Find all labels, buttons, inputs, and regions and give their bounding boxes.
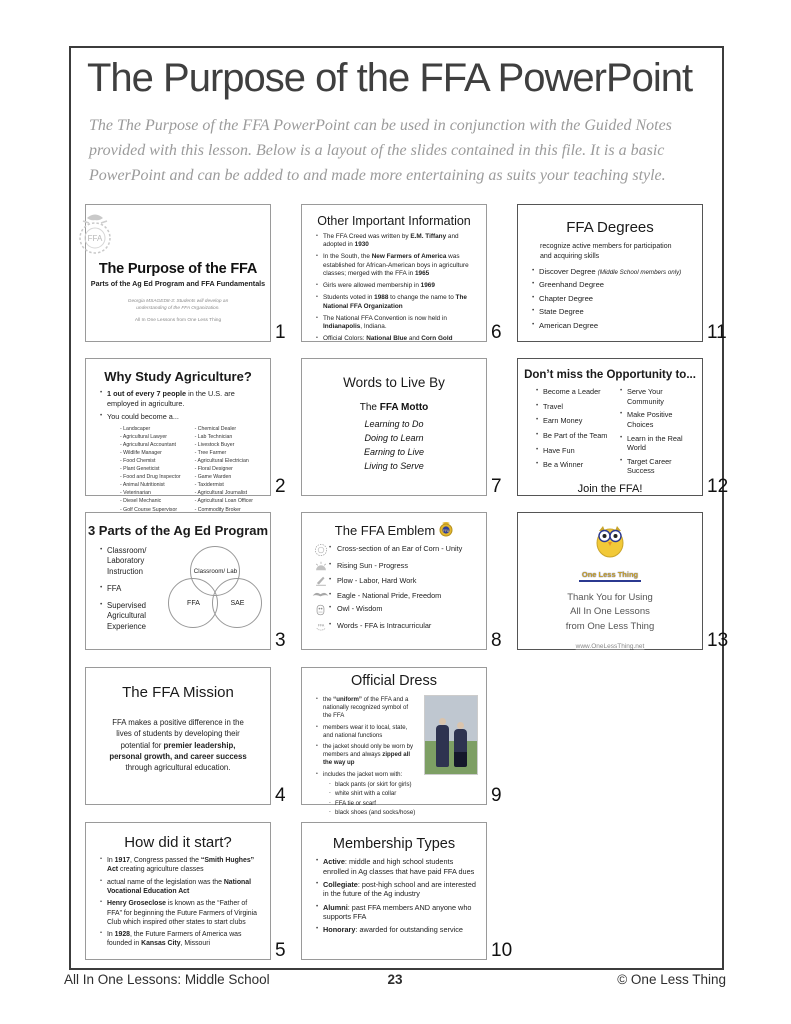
- venn-circle-classroom: Classroom/ Lab: [190, 546, 240, 596]
- career-item: - Plant Geneticist: [120, 465, 181, 473]
- bullet-item: • Be a Winner: [536, 460, 614, 470]
- slide-12-thumbnail: [517, 358, 729, 497]
- degree-item: • State Degree: [532, 307, 694, 317]
- bullet-item: • Be Part of the Team: [536, 431, 614, 441]
- bullet-item: • Collegiate: post-high school and are interested in the future of the Ag industry: [316, 880, 478, 899]
- slide-number: 5: [275, 940, 286, 961]
- emblem-item-text: • Rising Sun - Progress: [329, 561, 408, 570]
- official-dress-photo: [424, 695, 478, 775]
- bullet-item: • Travel: [536, 402, 614, 412]
- bullet-list: [316, 696, 416, 821]
- opportunity-list-left: [536, 387, 614, 480]
- bullet-item: • Students voted in 1988 to change the name to The National FFA Organization: [316, 294, 478, 311]
- one-less-thing-link[interactable]: www.OneLessThing.net: [575, 642, 645, 650]
- emblem-item-text: • Plow - Labor, Hard Work: [329, 576, 416, 585]
- slide-11: [517, 204, 703, 342]
- slide-10: [301, 822, 487, 960]
- degree-list: [532, 267, 694, 331]
- credit-note: All In One Lessons from One Less Thing: [134, 318, 222, 324]
- document-title: The Purpose of the FFA PowerPoint: [87, 56, 693, 100]
- degree-item: • American Degree: [532, 321, 694, 331]
- slide-2-thumbnail: [85, 358, 286, 513]
- slide-number: 10: [491, 940, 513, 961]
- slide-9: [301, 667, 487, 817]
- bullet-item: • Serve Your Community: [620, 387, 698, 406]
- slide-number: 3: [275, 630, 286, 651]
- bullet-item: • Alumni: past FFA members AND anyone who supports FFA: [316, 903, 478, 922]
- motto-line: Learning to Do: [364, 419, 424, 429]
- bullet-item: • Have Fun: [536, 446, 614, 456]
- message-line: from One Less Thing: [565, 620, 655, 632]
- slide-number: 4: [275, 785, 286, 806]
- slide-7-thumbnail: [301, 358, 502, 497]
- rising-sun-icon: [312, 560, 329, 572]
- mission-paragraph: FFA makes a positive difference in the lives of students by developing their potential for premier leadership, personal growth, and career success through agricultural education.: [109, 718, 247, 773]
- emblem-item-rows: [312, 544, 480, 634]
- emblem-item-text: • Owl - Wisdom: [329, 604, 382, 613]
- career-item: - Agricultural Lawyer: [120, 433, 181, 441]
- bullet-item: • Become a Leader: [536, 387, 614, 397]
- slide-title: Membership Types: [332, 836, 456, 852]
- bullet-item: • 1 out of every 7 people in the U.S. are employed in agriculture.: [100, 389, 262, 408]
- bullet-item: • You could become a...: [100, 412, 262, 422]
- degree-item: • Greenhand Degree: [532, 280, 694, 290]
- opportunity-columns: [530, 385, 702, 480]
- bullet-item: • The FFA Creed was written by E.M. Tiffany and adopted in 1930: [316, 233, 478, 250]
- motto-lead: The FFA Motto: [359, 402, 429, 413]
- document-intro: The The Purpose of the FFA PowerPoint can be used in conjunction with the Guided Notes provided with this lesson. Below is a layout of the slides contained in this file. It is a basic PowerPoint and can be added to and made more entertaining as suits your teaching style.: [89, 117, 672, 184]
- career-item: - Diesel Mechanic: [120, 497, 181, 505]
- venn-circle-sae: SAE: [212, 578, 262, 628]
- bullet-item: • the “uniform” of the FFA and a nationally recognized symbol of the FFA: [316, 696, 416, 720]
- career-item: - Agricultural Journalist: [195, 489, 253, 497]
- motto-line: Doing to Learn: [364, 432, 424, 443]
- slide-title: FFA Degrees: [566, 219, 654, 236]
- slide-1: [85, 204, 271, 342]
- slide-13: [517, 512, 703, 650]
- venn-circle-ffa: FFA: [168, 578, 218, 628]
- emblem-item-text: • Cross-section of an Ear of Corn - Unity: [329, 544, 462, 553]
- bullet-item: • Henry Groseclose is known as the “Father of FFA” for beginning the Future Farmers of Virginia Club which inspired other states to start clubs: [100, 899, 262, 926]
- male-member-figure: [436, 725, 449, 767]
- sub-bullet-list: [329, 781, 416, 818]
- bullet-item: • Classroom/ Laboratory Instruction: [100, 546, 162, 577]
- bullet-item: • Learn in the Real World: [620, 434, 698, 453]
- slide-6-thumbnail: [301, 204, 502, 343]
- eagle-icon: [312, 590, 329, 600]
- ffa-emblem-icon: [86, 211, 103, 259]
- career-item: - Food and Drug Inspector: [120, 473, 181, 481]
- slide-number: 7: [491, 476, 502, 497]
- corn-icon: [312, 543, 329, 557]
- slide-title: The Purpose of the FFA: [98, 261, 258, 277]
- slide-12: [517, 358, 703, 496]
- career-item: - Animal Nutritionist: [120, 481, 181, 489]
- slide-title: [302, 521, 486, 540]
- owl-icon: [312, 603, 329, 617]
- slide-number: 6: [491, 322, 502, 343]
- slide-thumbnail-grid: [85, 204, 788, 964]
- slide-title: Words to Live By: [343, 375, 445, 390]
- footer-series-label: All In One Lessons: Middle School: [64, 972, 270, 987]
- emblem-row: [312, 561, 480, 572]
- slide-number: 9: [491, 785, 502, 806]
- slide-8: [301, 512, 487, 650]
- slide-title: How did it start?: [124, 834, 232, 851]
- sub-bullet: - white shirt with a collar: [329, 790, 416, 798]
- slide-4-thumbnail: [85, 667, 286, 806]
- slide-1-thumbnail: [85, 204, 286, 343]
- bullet-item: • Active: middle and high school students enrolled in Ag classes that have paid FFA dues: [316, 857, 478, 876]
- slide-number: 8: [491, 630, 502, 651]
- career-item: - Commodity Broker: [195, 506, 253, 514]
- bullet-item: • Honorary: awarded for outstanding service: [316, 925, 478, 935]
- bullet-item: • Earn Money: [536, 416, 614, 426]
- slide-8-thumbnail: [301, 512, 502, 651]
- bullet-item: • includes the jacket worn with: - black pants (or skirt for girls) - white shirt with a collar - FFA tie or scarf - black shoes (and socks/hose): [316, 771, 416, 818]
- bullet-item: • In 1928, the Future Farmers of America was founded in Kansas City, Missouri: [100, 930, 262, 948]
- slide-subtitle: Parts of the Ag Ed Program and FFA Fundamentals: [90, 279, 266, 288]
- career-item: - Livestock Buyer: [195, 441, 253, 449]
- career-item: - Veterinarian: [120, 489, 181, 497]
- degree-item: • Chapter Degree: [532, 294, 694, 304]
- emblem-row: [312, 544, 480, 557]
- career-item: - Lab Technician: [195, 433, 253, 441]
- slide-5-thumbnail: [85, 822, 286, 961]
- career-item: - Agricultural Electrician: [195, 457, 253, 465]
- sub-bullet: - black pants (or skirt for girls): [329, 781, 416, 789]
- motto-line: Living to Serve: [364, 460, 424, 471]
- motto-line: Earning to Live: [363, 446, 425, 457]
- slide-number: 2: [275, 476, 286, 497]
- slide-3: [85, 512, 271, 650]
- bullet-item: • Make Positive Choices: [620, 410, 698, 429]
- emblem-row: [312, 576, 480, 587]
- slide-title-text: The FFA Emblem: [334, 523, 436, 538]
- footer-page-number: 23: [387, 972, 403, 987]
- svg-text:FFA: FFA: [443, 528, 450, 533]
- career-item: - Tree Farmer: [195, 449, 253, 457]
- slide-number: 13: [707, 630, 729, 651]
- footer-copyright: © One Less Thing: [617, 972, 726, 987]
- bullet-item: • FFA: [100, 584, 162, 594]
- message-line: All In One Lessons: [570, 606, 650, 618]
- career-list-left: [120, 425, 181, 514]
- career-item: - Floral Designer: [195, 465, 253, 473]
- sub-bullet: - FFA tie or scarf: [329, 800, 416, 808]
- career-item: - Chemical Dealer: [195, 425, 253, 433]
- venn-diagram: [162, 546, 264, 632]
- slide-10-thumbnail: [301, 822, 513, 961]
- ffa-emblem-gold-icon: [439, 521, 453, 540]
- bullet-item: • actual name of the legislation was the National Vocational Education Act: [100, 878, 262, 896]
- degree-item: • Discover Degree (Middle School members only): [532, 267, 694, 277]
- join-ffa-text: Join the FFA!: [577, 483, 643, 495]
- female-member-figure: [454, 729, 467, 767]
- career-item: - Wildlife Manager: [120, 449, 181, 457]
- slide-11-thumbnail: [517, 204, 727, 343]
- slide-5: [85, 822, 271, 960]
- one-less-thing-owl-icon: [588, 546, 632, 563]
- career-item: - Food Chemist: [120, 457, 181, 465]
- page-footer: [64, 972, 726, 987]
- slide-number: 11: [707, 322, 727, 343]
- motto-lines: [302, 418, 486, 474]
- svg-text:FFA: FFA: [87, 234, 102, 243]
- bullet-item: • members wear it to local, state, and national functions: [316, 724, 416, 740]
- standard-note: Georgia MSAGED8-3: Students will develop an understanding of the FFA Organization.: [127, 299, 229, 312]
- slide-2: [85, 358, 271, 513]
- bullet-list: [316, 233, 478, 343]
- bullet-list: [100, 389, 262, 421]
- slide-4: [85, 667, 271, 805]
- slide-title: 3 Parts of the Ag Ed Program: [87, 523, 269, 538]
- emblem-row: [312, 621, 480, 634]
- bullet-list: [100, 546, 162, 639]
- slide-title: Don’t miss the Opportunity to...: [524, 369, 696, 381]
- slide-title: Other Important Information: [317, 214, 471, 228]
- slide-title: Why Study Agriculture?: [104, 369, 252, 384]
- bullet-item: • The National FFA Convention is now held in Indianapolis, Indiana.: [316, 315, 478, 332]
- career-columns: [120, 425, 270, 514]
- slide-subtitle: recognize active members for participation and acquiring skills: [540, 243, 672, 260]
- slide-9-thumbnail: [301, 667, 502, 817]
- opportunity-list-right: [620, 387, 698, 480]
- message-line: Thank You for Using: [567, 592, 653, 603]
- career-item: - Golf Course Supervisor: [120, 506, 181, 514]
- one-less-thing-logo-text: One Less Thing: [579, 570, 641, 582]
- bullet-item: • In the South, the New Farmers of America was established for African-American boys in agriculture classes; merged with the FFA in 1965: [316, 253, 478, 278]
- bullet-item: • Official Colors: National Blue and Corn Gold: [316, 335, 478, 343]
- career-item: - Agricultural Accountant: [120, 441, 181, 449]
- svg-text:FFA: FFA: [317, 623, 324, 628]
- career-item: - Agricultural Loan Officer: [195, 497, 253, 505]
- emblem-row: [312, 604, 480, 617]
- bullet-item: • Target Career Success: [620, 457, 698, 476]
- slide-6: [301, 204, 487, 342]
- plow-icon: [312, 575, 329, 587]
- slide-3-thumbnail: [85, 512, 286, 651]
- slide-7: [301, 358, 487, 496]
- bullet-list: [316, 857, 478, 935]
- emblem-item-text: • Words - FFA is Intracurricular: [329, 621, 431, 630]
- bullet-item: • Supervised Agricultural Experience: [100, 601, 162, 632]
- bullet-item: • the jacket should only be worn by members and always zipped all the way up: [316, 743, 416, 767]
- slide-number: 1: [275, 322, 286, 343]
- sub-bullet: - black shoes (and socks/hose): [329, 809, 416, 817]
- words-icon: [312, 620, 329, 634]
- bullet-item: • In 1917, Congress passed the “Smith Hughes” Act creating agriculture classes: [100, 856, 262, 874]
- thank-you-message: [518, 591, 702, 634]
- slide-title: Official Dress: [351, 673, 437, 689]
- slide-number: 12: [707, 476, 729, 497]
- career-item: - Taxidermist: [195, 481, 253, 489]
- emblem-item-text: • Eagle - National Pride, Freedom: [329, 591, 441, 600]
- career-item: - Game Warden: [195, 473, 253, 481]
- emblem-row: [312, 591, 480, 600]
- career-list-right: [195, 425, 253, 514]
- slide-title: The FFA Mission: [122, 684, 234, 701]
- slide-13-thumbnail: [517, 512, 729, 651]
- career-item: - Landscaper: [120, 425, 181, 433]
- bullet-item: • Girls were allowed membership in 1969: [316, 282, 478, 290]
- bullet-list: [100, 856, 262, 948]
